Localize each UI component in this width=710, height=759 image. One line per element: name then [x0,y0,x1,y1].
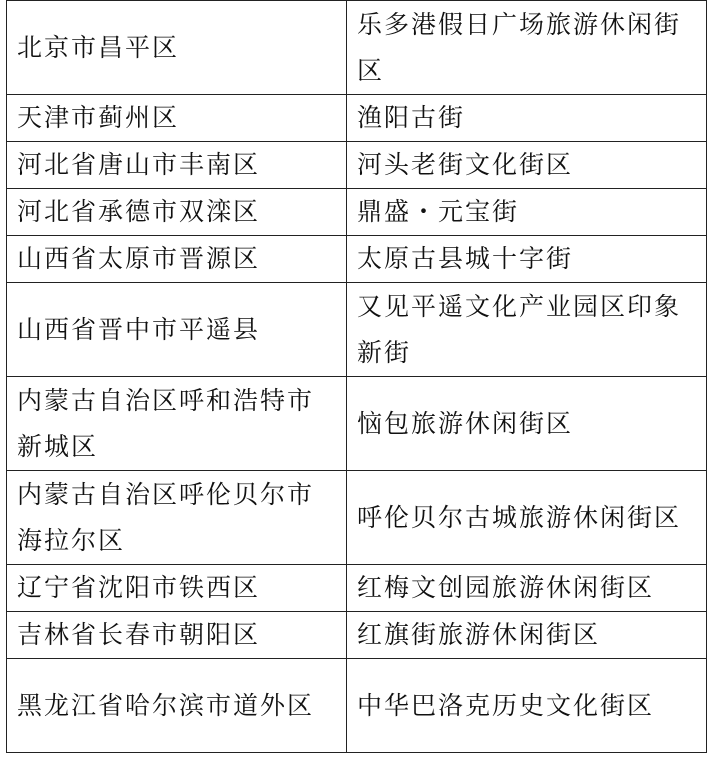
street-cell: 太原古县城十字街 [347,236,707,283]
table-row [7,612,707,659]
region-cell: 山西省太原市晋源区 [7,236,347,283]
street-cell: 红梅文创园旅游休闲街区 [347,565,707,612]
street-cell: 红旗街旅游休闲街区 [347,612,707,659]
region-cell: 内蒙古自治区呼伦贝尔市海拉尔区 [7,471,347,565]
street-cell: 鼎盛・元宝街 [347,189,707,236]
street-cell: 河头老街文化街区 [347,142,707,189]
region-cell: 北京市昌平区 [7,1,347,95]
table-row [7,189,707,236]
table-row [7,142,707,189]
region-cell: 辽宁省沈阳市铁西区 [7,565,347,612]
table-row [7,236,707,283]
table-row [7,1,707,95]
street-list-table [6,0,707,753]
region-cell: 河北省承德市双滦区 [7,189,347,236]
region-cell: 河北省唐山市丰南区 [7,142,347,189]
table-row [7,565,707,612]
table-row [7,377,707,471]
table-row [7,659,707,753]
table-row [7,283,707,377]
street-cell: 呼伦贝尔古城旅游休闲街区 [347,471,707,565]
street-cell: 恼包旅游休闲街区 [347,377,707,471]
street-cell: 乐多港假日广场旅游休闲街区 [347,1,707,95]
region-cell: 黑龙江省哈尔滨市道外区 [7,659,347,753]
street-cell: 中华巴洛克历史文化街区 [347,659,707,753]
table-row [7,95,707,142]
region-cell: 内蒙古自治区呼和浩特市新城区 [7,377,347,471]
street-cell: 渔阳古街 [347,95,707,142]
table-row [7,471,707,565]
region-cell: 山西省晋中市平遥县 [7,283,347,377]
street-cell: 又见平遥文化产业园区印象新街 [347,283,707,377]
region-cell: 吉林省长春市朝阳区 [7,612,347,659]
region-cell: 天津市蓟州区 [7,95,347,142]
